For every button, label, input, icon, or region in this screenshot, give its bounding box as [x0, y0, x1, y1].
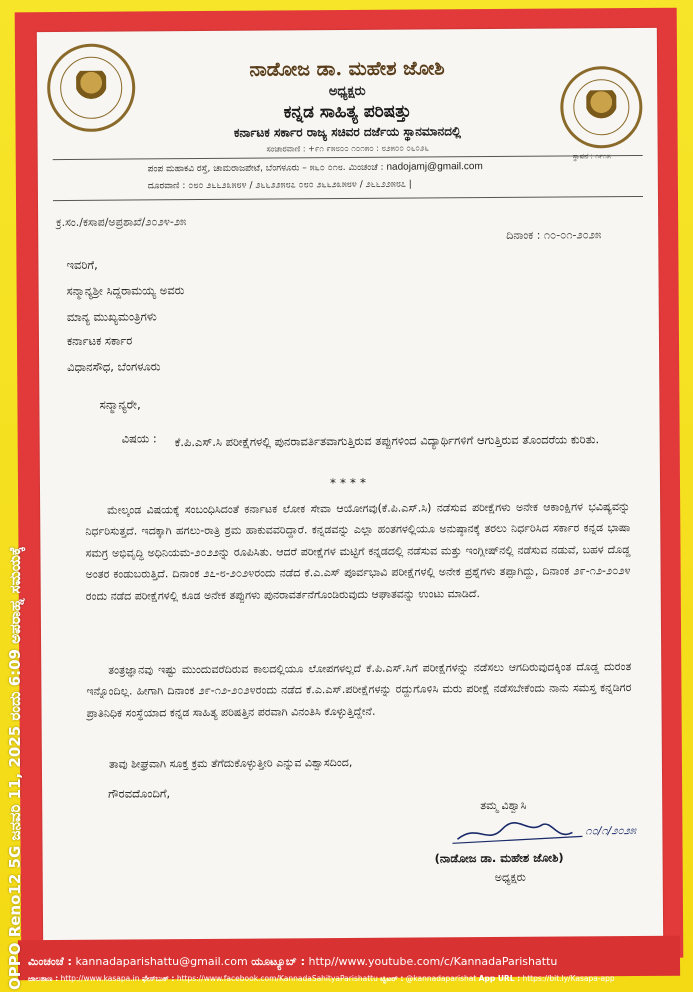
letter-date: ದಿನಾಂಕ : ೧೦-೦೧-೨೦೨೫ [506, 228, 602, 242]
footer-twitter-handle[interactable]: @kannadaparishat [405, 974, 477, 983]
yours-faithfully: ತಮ್ಮ ವಿಶ್ವಾಸಿ [480, 798, 527, 813]
footer-web-label: ಜಾಲತಾಣ : [28, 974, 59, 983]
recipient-line: ಇವರಿಗೆ, [66, 257, 98, 272]
recipient-line: ಮಾನ್ಯ ಮುಖ್ಯಮಂತ್ರಿಗಳು [66, 309, 157, 324]
footer-fb-link[interactable]: https://www.facebook.com/KannadaSahityaParishattu [176, 974, 378, 983]
footer-twitter-label: ಟ್ವಿಟರ್ : [380, 974, 404, 983]
footer-line-2 [28, 974, 615, 984]
handwritten-signature [447, 814, 647, 849]
president-role: ಅಧ್ಯಕ್ಷರು [328, 83, 366, 100]
recipient-line: ಕರ್ನಾಟಕ ಸರ್ಕಾರ [66, 333, 133, 348]
body-paragraph: ಮೇಲ್ಕಂಡ ವಿಷಯಕ್ಕೆ ಸಂಬಂಧಿಸಿದಂತೆ ಕರ್ನಾಟಕ ಲೋಕ ಸೇವಾ ಆಯೋಗವು(ಕೆ.ಪಿ.ಎಸ್.ಸಿ) ನಡೆಸುವ ಪರೀಕ್ಷೆಗಳು ಅನೇಕ ಆಕಾಂಕ್ಷಿಗಳ ಭವಿಷ್ಯವನ್ನು ನಿರ್ಧರಿಸುತ್ತದೆ. ಇದಕ್ಕಾಗಿ ಹಗಲು-ರಾತ್ರಿ ಶ್ರಮ ಹಾಕುವವರಿದ್ದಾರೆ. ಕನ್ನಡವನ್ನು ಎಲ್ಲಾ ಹಂತಗಳಲ್ಲಿಯೂ ಅನುಷ್ಠಾನಕ್ಕೆ ತರಲು ನಿರ್ಧರಿಸಿದ ಸರ್ಕಾರ ಕನ್ನಡ ಭಾಷಾ ಸಮಗ್ರ ಅಭಿವೃದ್ಧಿ ಅಧಿನಿಯಮ-೨೦೨೨ನ್ನು ರೂಪಿಸಿತು. ಆದರೆ ಪರೀಕ್ಷೆಗಳ ಮಟ್ಟಿಗೆ ಕನ್ನಡದಲ್ಲಿ ನಡೆಸುವ ಮತ್ತು ಇಂಗ್ಲೀಷ್‌ನಲ್ಲಿ ನಡೆಸುವ ನಡುವೆ, ಬಹಳ ದೊಡ್ಡ ಅಂತರ ಕಂಡುಬರುತ್ತಿದೆ. ದಿನಾಂಕ ೨೭-೮-೨೦೨೪ರಂದು ನಡೆದ ಕೆ.ಎ.ಎಸ್ ಪೂರ್ವಭಾವಿ ಪರೀಕ್ಷೆಗಳಲ್ಲಿ ಅನೇಕ ಪ್ರಶ್ನೆಗಳು ತಪ್ಪಾಗಿದ್ದು, ದಿನಾಂಕ ೨೯-೧೨-೨೦೨೪ ರಂದು ನಡೆದ ಪರೀಕ್ಷೆಗಳಲ್ಲಿ ಕೂಡ ಅನೇಕ ತಪ್ಪುಗಳು ಪುನರಾವರ್ತನೆಗೊಂಡಿರುವುದು ಆಘಾತವನ್ನು ಉಂಟು ಮಾಡಿದೆ. [85, 500, 631, 603]
address-line [148, 161, 483, 174]
signatory-title: ಅಧ್ಯಕ್ಷರು [494, 870, 526, 884]
president-name: ನಾಡೋಜ ಡಾ. ಮಹೇಶ ಜೋಶಿ [249, 57, 445, 81]
handwritten-date: ೧೦/೧/೨೦೨೫ [585, 824, 636, 838]
footer-line-1 [28, 955, 557, 969]
status-line: ಕರ್ನಾಟಕ ಸರ್ಕಾರ ರಾಜ್ಯ ಸಚಿವರ ದರ್ಜೆಯ ಸ್ಥಾನಮಾನದಲ್ಲಿ [233, 124, 462, 140]
body-paragraph: ತಂತ್ರಜ್ಞಾನವು ಇಷ್ಟು ಮುಂದುವರೆದಿರುವ ಕಾಲದಲ್ಲಿಯೂ ಲೋಪಗಳಲ್ಲದೆ ಕೆ.ಪಿ.ಎಸ್.ಸಿಗೆ ಪರೀಕ್ಷೆಗಳನ್ನು ನಡೆಸಲು ಆಗದಿರುವುದಕ್ಕಿಂತ ದೊಡ್ಡ ದುರಂತ ಇನ್ನೊಂದಿಲ್ಲ. ಹೀಗಾಗಿ ದಿನಾಂಕ ೨೯-೧೨-೨೦೨೪ರಂದು ನಡೆದ ಕೆ.ಎ.ಎಸ್.ಪರೀಕ್ಷೆಗಳನ್ನು ರದ್ದುಗೊಳಿಸಿ ಮರು ಪರೀಕ್ಷೆ ನಡೆಸಬೇಕೆಂದು ನಾನು ಸಮಸ್ತ ಕನ್ನಡಿಗರ ಪ್ರಾತಿನಿಧಿಕ ಸಂಸ್ಥೆಯಾದ ಕನ್ನಡ ಸಾಹಿತ್ಯ ಪರಿಷತ್ತಿನ ಪರವಾಗಿ ವಿನಂತಿಸಿ ಕೊಳ್ಳುತ್ತಿದ್ದೇನೆ. [86, 660, 632, 720]
subject-label: ವಿಷಯ : [121, 431, 157, 446]
organization-name: ಕನ್ನಡ ಸಾಹಿತ್ಯ ಪರಿಷತ್ತು [283, 101, 412, 123]
mobile-line: ಸಂಚಾರವಾಣಿ : +೯೧ ೯೫೮೦೦ ೧೦೧೫೦ : ೮೨೫೦೦ ೦೬೦೨೬ [266, 143, 429, 154]
address-text: ಪಂಪ ಮಹಾಕವಿ ರಸ್ತೆ, ಚಾಮರಾಜಪೇಟೆ, ಬೆಂಗಳೂರು – ೫೬೦ ೦೧೮. ಮಿಂಚಂಚೆ : [147, 162, 384, 175]
subject-text: ಕೆ.ಪಿ.ಎಸ್.ಸಿ ಪರೀಕ್ಷೆಗಳಲ್ಲಿ ಪುನರಾವರ್ತಿತವಾಗುತ್ತಿರುವ ತಪ್ಪುಗಳಿಂದ ವಿದ್ಯಾರ್ಥಿಗಳಿಗೆ ಆಗುತ್ತಿರುವ ತೊಂದರೆಯ ಕುರಿತು. [174, 432, 600, 450]
body-paragraph: ತಾವು ಶೀಘ್ರವಾಗಿ ಸೂಕ್ತ ಕ್ರಮ ತೆಗೆದುಕೊಳ್ಳುತ್ತೀರಿ ಎನ್ನುವ ವಿಶ್ವಾಸದಿಂದ, [108, 755, 353, 771]
salutation: ಸನ್ಮಾನ್ಯರೇ, [99, 397, 141, 412]
footer-email[interactable]: kannadaparishattu@gmail.com [75, 955, 248, 968]
footer-youtube-link[interactable]: http//www.youtube.com/c/KannadaParishattu [308, 955, 558, 968]
header-email: nadojamj@gmail.com [386, 161, 483, 173]
reference-number: ಕ್ರ.ಸಂ./ಕಸಾಪ/ಅಪ್ರಶಾಖೆ/೨೦೨೪-೨೫ [56, 215, 187, 230]
logo-icon [586, 90, 616, 124]
header-divider-bottom [53, 196, 643, 201]
closing-line: ಗೌರವದೊಂದಿಗೆ, [108, 786, 171, 801]
footer-email-label: ಮಿಂಚಂಚೆ : [28, 955, 72, 968]
recipient-line: ಸನ್ಮಾನ್ಯಶ್ರೀ ಸಿದ್ದರಾಮಯ್ಯ ಅವರು [66, 283, 185, 298]
letter-paper [37, 28, 663, 948]
separator-stars: **** [329, 475, 371, 491]
seal-caption: ಸ್ಥಾಪನೆ : ೧೯೧೫ [572, 152, 611, 161]
camera-watermark: OPPO Reno12 5G ಜನವರಿ 11, 2025 ರಂದು 6:09 ಅಪರಾಹ್ನ ಸಮಯಕ್ಕೆ [6, 546, 24, 990]
header-divider-top [53, 155, 643, 160]
karnataka-emblem-seal [47, 43, 136, 132]
emblem-icon [76, 71, 106, 105]
footer-youtube-label: ಯೂಟ್ಯೂಬ್ : [251, 955, 306, 968]
kasapa-logo-seal [560, 66, 643, 149]
footer-app-link[interactable]: https://bit.ly/Kasapa-app [522, 974, 615, 983]
footer-web-link[interactable]: http://www.kasapa.in [60, 974, 140, 983]
signatory-name: (ನಾಡೋಜ ಡಾ. ಮಹೇಶ ಜೋಶಿ) [434, 850, 564, 866]
footer-fb-label: ಫೇಸ್‌ಬುಕ್ : [141, 974, 175, 983]
recipient-line: ವಿಧಾನಸೌಧ, ಬೆಂಗಳೂರು [67, 359, 161, 374]
footer-app-label: App URL : [478, 974, 521, 983]
phone-line: ದೂರವಾಣಿ : ೦೮೦ ೨೬೬೨೩೫೮೪ / ೨೬೬೨೨೫೮೭ ೦೮೦ ೨೬೬೨೩೫೮೪ / ೨೬೬೨೨೫೮೭ | [147, 179, 412, 192]
